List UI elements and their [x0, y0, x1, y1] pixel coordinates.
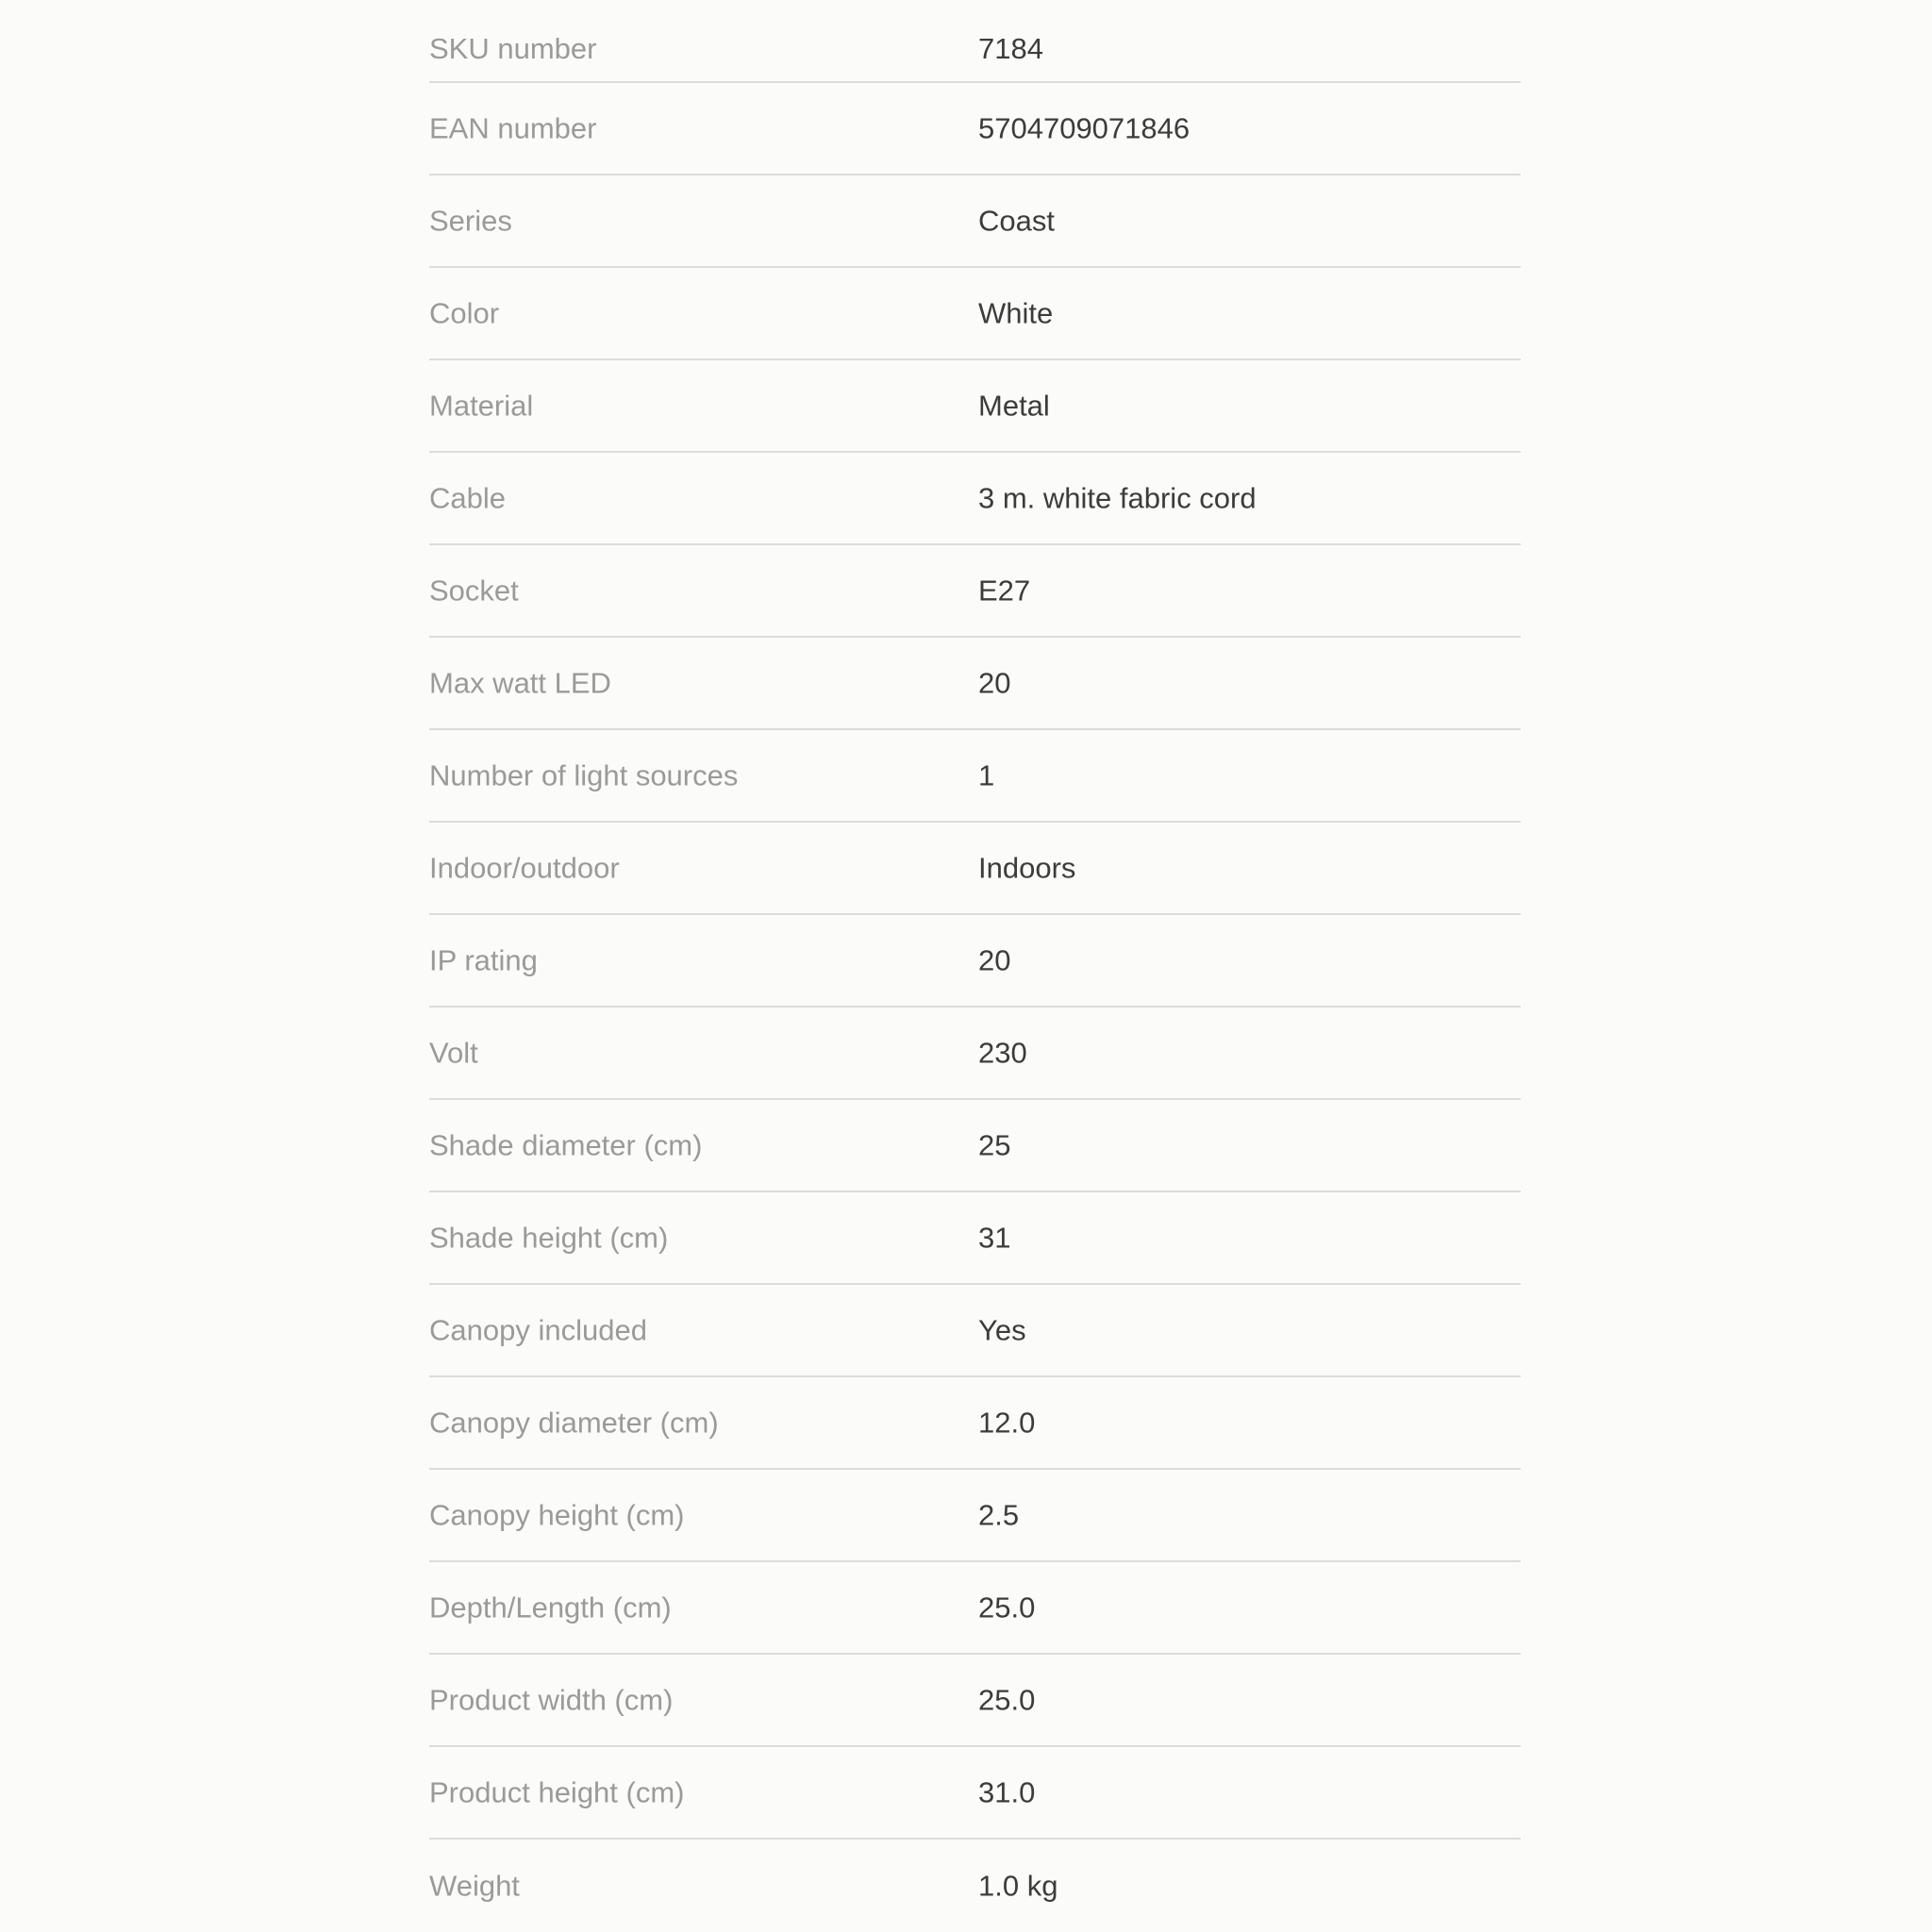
spec-row-canopy-diameter — [429, 1377, 1521, 1470]
spec-label: Shade height (cm) — [429, 1221, 669, 1255]
spec-value: 20 — [978, 666, 1011, 700]
spec-label: Canopy included — [429, 1313, 647, 1347]
spec-label: Shade diameter (cm) — [429, 1128, 703, 1162]
specifications-table — [429, 0, 1521, 1932]
spec-row-series — [429, 175, 1521, 268]
spec-value: 31 — [978, 1221, 1011, 1255]
spec-row-color — [429, 268, 1521, 360]
spec-value: Yes — [978, 1313, 1026, 1347]
spec-row-volt — [429, 1008, 1521, 1100]
spec-value: 3 m. white fabric cord — [978, 481, 1257, 515]
spec-row-product-width — [429, 1655, 1521, 1747]
spec-label: Cable — [429, 481, 506, 515]
spec-label: EAN number — [429, 111, 597, 145]
spec-row-shade-diameter — [429, 1100, 1521, 1192]
spec-label: Socket — [429, 574, 519, 608]
spec-label: Product height (cm) — [429, 1775, 685, 1809]
spec-row-cable — [429, 453, 1521, 545]
spec-value: Indoors — [978, 851, 1076, 885]
spec-label: Material — [429, 389, 534, 423]
spec-label: Canopy diameter (cm) — [429, 1406, 719, 1440]
spec-value: 12.0 — [978, 1406, 1036, 1440]
spec-label: Number of light sources — [429, 758, 739, 792]
spec-value: 230 — [978, 1036, 1027, 1070]
spec-row-max-watt — [429, 638, 1521, 730]
spec-label: Depth/Length (cm) — [429, 1591, 672, 1624]
spec-value: 20 — [978, 943, 1011, 977]
spec-label: Weight — [429, 1869, 520, 1903]
spec-label: Canopy height (cm) — [429, 1498, 685, 1532]
spec-value: White — [978, 296, 1054, 330]
spec-row-light-sources — [429, 730, 1521, 823]
spec-row-weight — [429, 1840, 1521, 1932]
spec-value: 31.0 — [978, 1775, 1036, 1809]
spec-value: E27 — [978, 574, 1031, 608]
spec-row-material — [429, 360, 1521, 453]
spec-value: 2.5 — [978, 1498, 1020, 1532]
spec-value: 1 — [978, 758, 995, 792]
spec-label: Volt — [429, 1036, 478, 1070]
spec-row-shade-height — [429, 1192, 1521, 1285]
spec-label: Indoor/outdoor — [429, 851, 620, 885]
spec-row-sku — [429, 0, 1521, 83]
spec-label: SKU number — [429, 32, 597, 65]
spec-label: Color — [429, 296, 500, 330]
spec-label: Series — [429, 204, 512, 238]
spec-row-canopy-included — [429, 1285, 1521, 1377]
spec-value: 25.0 — [978, 1683, 1036, 1717]
spec-row-product-height — [429, 1747, 1521, 1840]
spec-value: 7184 — [978, 32, 1043, 65]
spec-value: 1.0 kg — [978, 1869, 1058, 1903]
spec-value: 25.0 — [978, 1591, 1036, 1624]
spec-row-canopy-height — [429, 1470, 1521, 1562]
spec-label: Product width (cm) — [429, 1683, 674, 1717]
spec-label: IP rating — [429, 943, 538, 977]
spec-row-ip-rating — [429, 915, 1521, 1008]
spec-row-depth-length — [429, 1562, 1521, 1655]
spec-row-ean — [429, 83, 1521, 175]
spec-row-socket — [429, 545, 1521, 638]
spec-value: 25 — [978, 1128, 1011, 1162]
spec-label: Max watt LED — [429, 666, 611, 700]
spec-value: 5704709071846 — [978, 111, 1191, 145]
spec-value: Metal — [978, 389, 1050, 423]
spec-value: Coast — [978, 204, 1055, 238]
spec-row-indoor-outdoor — [429, 823, 1521, 915]
